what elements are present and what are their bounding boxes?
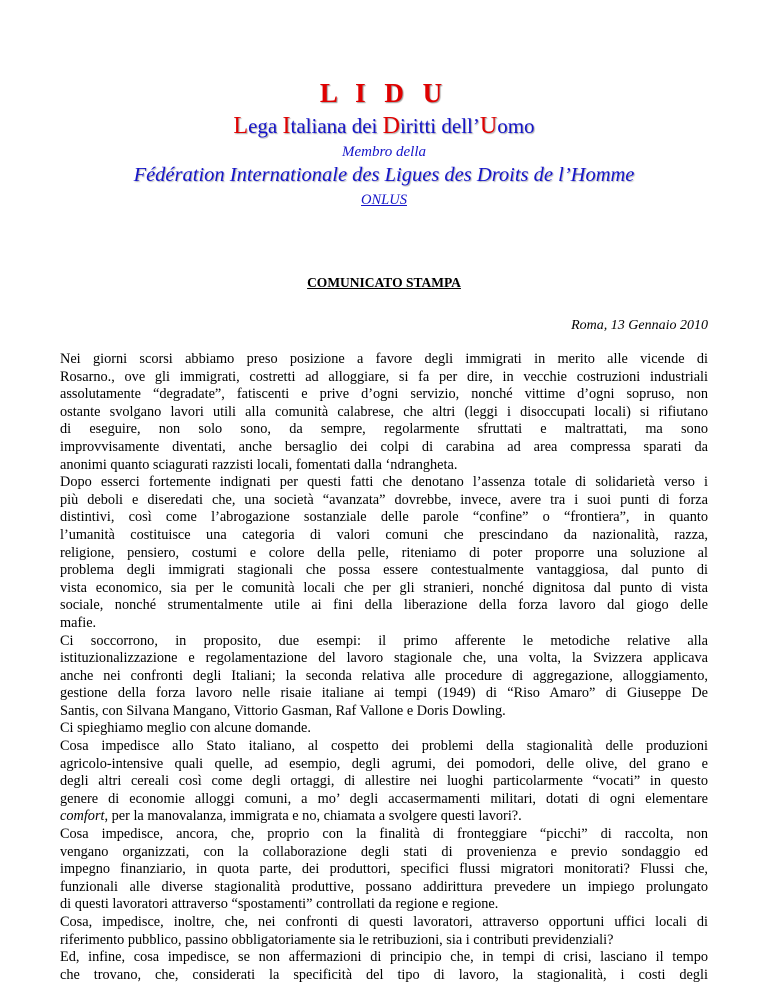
body-line: Rosarno., ove gli immigrati, costretti ad alloggiare, si fa per dire, in vecchie costruzioni industriali <box>60 368 708 385</box>
org-name-initial: I <box>282 113 291 139</box>
body-line: ostante svolgano lavori utili alla comunità calabrese, che altri (leggi i disoccupati locali) si rifiutano <box>60 403 708 420</box>
body-line: distintivi, così come l’abrogazione sostanziale delle parole “confine” o “frontiera”, in quanto <box>60 509 708 526</box>
body-line: riferimento pubblico, passino obbligatoriamente sia le retribuzioni, sia i contributi previdenziali? <box>60 931 614 948</box>
emphasized-word: comfort <box>60 808 105 825</box>
body-line: agricolo-intensive quali quelle, ad esempio, degli agrumi, dei pomodori, delle olive, del grano e <box>60 755 708 772</box>
body-text <box>60 351 708 984</box>
body-line: Ed, infine, cosa impedisce, se non affermazioni di principio che, in tempi di crisi, lasciano il tempo <box>60 949 708 966</box>
body-line: vengano organizzati, con la collaborazione degli stati di provenienza e previo sondaggio ed <box>60 843 708 860</box>
body-line: Cosa, impedisce, inoltre, che, nei confronti di questi lavoratori, attraverso opportuni uffici locali di <box>60 914 708 930</box>
body-line: vista economico, sia per le comunità locali che per gli stranieri, nonché dignitosa dal punto di vista <box>60 579 708 596</box>
body-line: degli altri cereali così come degli ortaggi, di allestire nei luoghi particolarmente “vocati” in questo <box>60 773 708 790</box>
org-name-segment: omo <box>497 114 535 138</box>
body-line: Ci spieghiamo meglio con alcune domande. <box>60 720 311 737</box>
body-line: assolutamente “degradate”, fatiscenti e prive d’ogni servizio, nonché vittime d’ogni sopruso, non <box>60 386 708 403</box>
onlus-label: ONLUS <box>361 192 407 208</box>
body-line: di eseguire, non solo sono, da sempre, regolarmente sfruttati e maltrattati, ma sono <box>60 421 708 438</box>
body-line: religione, pensiero, costumi e colore della pelle, riteniamo di poter proporre una soluzione al <box>60 544 708 561</box>
org-name-initial: D <box>382 113 400 139</box>
body-line: improvvisamente diventati, anche bersaglio dei colpi di carabina ad area compressa sparati da <box>60 438 708 455</box>
press-release-title: COMUNICATO STAMPA <box>307 275 461 290</box>
body-line: Cosa impedisce, ancora, che, proprio con la finalità di fronteggiare “picchi” di raccolta, non <box>60 826 708 843</box>
body-line: Dopo esserci fortemente indignati per questi fatti che denotano l’assenza totale di solidarietà verso i <box>60 474 708 491</box>
body-line: anonimi quanto sciagurati razzisti locali, fomentati dalla ‘ndrangheta. <box>60 456 458 473</box>
body-line: Santis, con Silvana Mangano, Vittorio Gasman, Raf Vallone e Doris Dowling. <box>60 702 506 719</box>
org-name-initial: L <box>233 113 249 139</box>
body-line: Nei giorni scorsi abbiamo preso posizione a favore degli immigrati in merito alle vicende di <box>60 351 708 367</box>
federation-name: Fédération Internationale des Ligues des Droits de l’Homme <box>133 164 635 186</box>
body-line: che trovano, che, considerati la specificità del tipo di lavoro, la stagionalità, i costi degli <box>60 966 708 983</box>
body-line <box>60 808 708 826</box>
body-line: impegno finanziario, in quota parte, dei produttori, specifici flussi migratori monitorati? Flussi che, <box>60 861 708 878</box>
release-date: Roma, 13 Gennaio 2010 <box>571 318 708 333</box>
body-line: anche nei confronti degli Italiani; la seconda relativa alle procedure di aggregazione, alloggiamento, <box>60 667 708 684</box>
body-line: più deboli e diseredati che, una società “avanzata” dovrebbe, invece, avere tra i suoi punti di forza <box>60 491 708 508</box>
member-of-label: Membro della <box>341 144 426 160</box>
body-line: genere di economie alloggi comuni, a mo’ degli accasermamenti militari, dotati di ogni elementare <box>60 790 708 807</box>
org-name-segment: ega <box>248 114 283 138</box>
body-line: l’umanità costituisce una categoria di valori comuni che prescindano da nazionalità, razza, <box>60 526 708 543</box>
org-name-segment: taliana dei <box>290 114 383 138</box>
body-line: sociale, nonché strumentalmente utile ai fini della liberazione della forza lavoro dal giogo delle <box>60 597 708 614</box>
body-line-text: , per la manovalanza, immigrata e no, chiamata a svolgere questi lavori?. <box>104 808 522 825</box>
body-line: gestione della forza lavoro nelle risaie italiane ai tempi (1949) di “Riso Amaro” di Giuseppe De <box>60 685 708 702</box>
organization-name <box>0 113 768 140</box>
org-name-initial: U <box>479 113 498 139</box>
body-line: Cosa impedisce allo Stato italiano, al cospetto dei problemi della stagionalità delle produzioni <box>60 738 708 755</box>
body-line: Ci soccorrono, in proposito, due esempi: il primo afferente le metodiche relative alla <box>60 632 708 649</box>
body-line: mafie. <box>60 614 97 631</box>
acronym-heading: L I D U <box>319 78 449 108</box>
body-line: problema degli immigrati stagionali che possa essere contestualmente vantaggiosa, dal punto di <box>60 562 708 579</box>
body-line: funzionali alle diverse stagionalità produttive, possano addirittura prevedere un impiego prolungato <box>60 878 708 895</box>
body-line: di questi lavoratori attraverso “spostamenti” controllati da regione e regione. <box>60 896 499 913</box>
body-line: istituzionalizzazione e regolamentazione del lavoro stagionale che, una volta, la Svizzera applicava <box>60 650 708 667</box>
org-name-segment: iritti dell’ <box>399 114 480 138</box>
